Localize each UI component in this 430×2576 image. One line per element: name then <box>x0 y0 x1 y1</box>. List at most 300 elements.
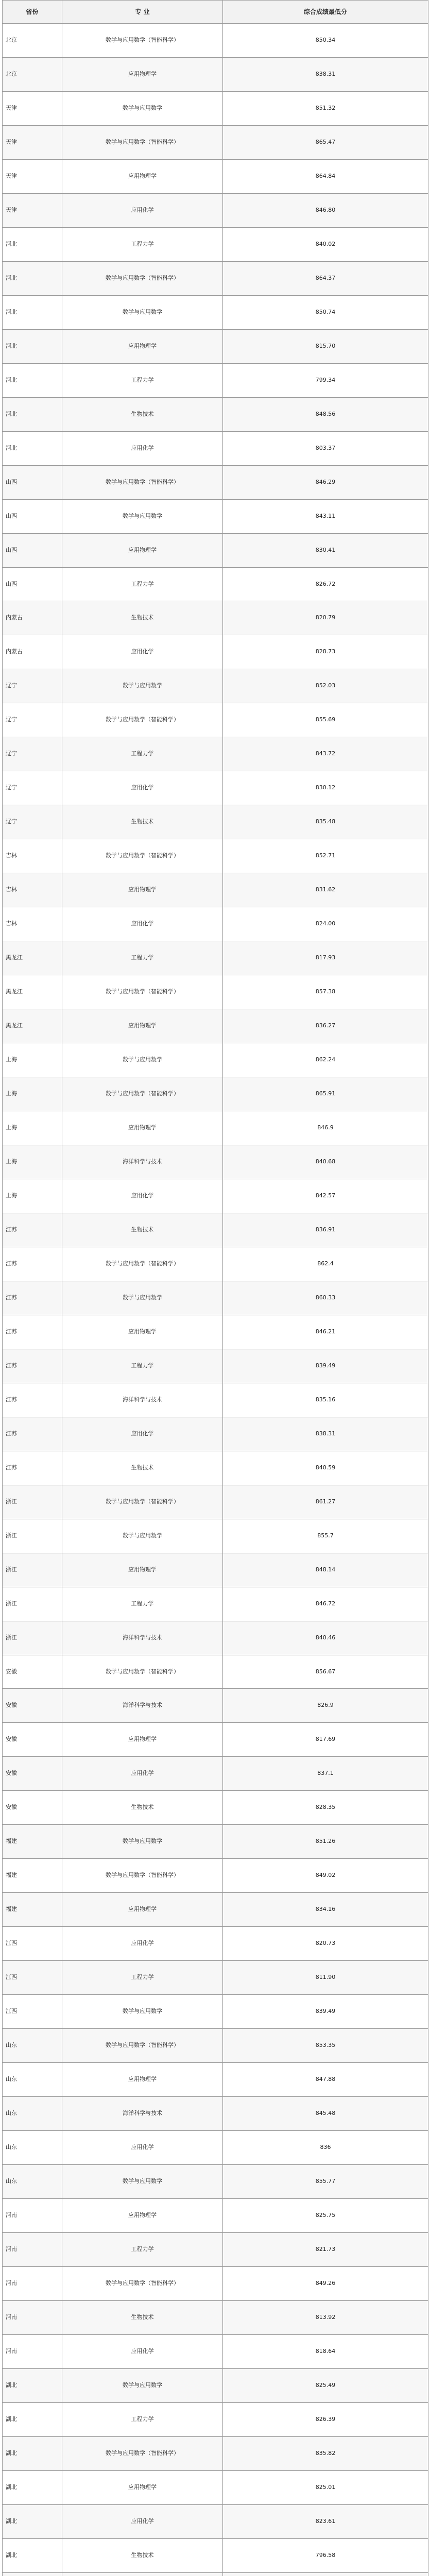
province-cell: 黑龙江 <box>3 1009 62 1043</box>
table-body <box>3 24 428 2576</box>
major-cell: 数学与应用数学（智能科学） <box>62 1077 223 1111</box>
min-score-cell: 836.27 <box>223 1009 428 1043</box>
major-cell: 数学与应用数学（智能科学） <box>62 1655 223 1689</box>
province-cell: 湖北 <box>3 2368 62 2402</box>
table-row <box>3 1485 428 1519</box>
min-score-cell: 836 <box>223 2131 428 2165</box>
min-score-cell: 835.48 <box>223 805 428 839</box>
province-cell: 河北 <box>3 227 62 261</box>
min-score-cell: 820.73 <box>223 1927 428 1961</box>
major-cell <box>62 2572 223 2576</box>
major-cell: 工程力学 <box>62 227 223 261</box>
major-cell: 数学与应用数学（智能科学） <box>62 2266 223 2300</box>
min-score-cell: 852.71 <box>223 839 428 873</box>
min-score-cell: 848.14 <box>223 1553 428 1587</box>
province-cell: 河北 <box>3 363 62 397</box>
min-score-cell: 821.73 <box>223 2232 428 2266</box>
min-score-cell: 861.27 <box>223 1485 428 1519</box>
province-cell: 浙江 <box>3 1621 62 1655</box>
major-cell: 数学与应用数学 <box>62 2165 223 2199</box>
table-row <box>3 2436 428 2470</box>
min-score-cell: 796.58 <box>223 2538 428 2572</box>
province-cell: 河南 <box>3 2300 62 2334</box>
header-major: 专 业 <box>62 1 223 24</box>
table-row <box>3 839 428 873</box>
province-cell: 上海 <box>3 1043 62 1077</box>
province-cell: 山西 <box>3 533 62 567</box>
min-score-cell: 835.82 <box>223 2436 428 2470</box>
major-cell: 工程力学 <box>62 1961 223 1995</box>
province-cell: 辽宁 <box>3 805 62 839</box>
province-cell: 上海 <box>3 1111 62 1145</box>
min-score-cell: 815.70 <box>223 329 428 363</box>
min-score-cell: 849.26 <box>223 2266 428 2300</box>
province-cell: 山西 <box>3 499 62 533</box>
min-score-cell: 851.32 <box>223 91 428 125</box>
major-cell: 数学与应用数学 <box>62 1995 223 2029</box>
province-cell: 上海 <box>3 1179 62 1213</box>
min-score-cell <box>223 2572 428 2576</box>
table-row <box>3 159 428 193</box>
header-province: 省份 <box>3 1 62 24</box>
major-cell: 应用化学 <box>62 907 223 941</box>
min-score-cell: 846.21 <box>223 1315 428 1349</box>
major-cell: 数学与应用数学（智能科学） <box>62 24 223 58</box>
table-row <box>3 193 428 227</box>
province-cell: 河北 <box>3 261 62 295</box>
min-score-cell: 837.1 <box>223 1757 428 1791</box>
province-cell: 湖北 <box>3 2504 62 2538</box>
province-cell: 辽宁 <box>3 669 62 703</box>
table-row <box>3 2334 428 2368</box>
table-row <box>3 24 428 58</box>
major-cell: 应用物理学 <box>62 1723 223 1757</box>
major-cell: 数学与应用数学 <box>62 669 223 703</box>
province-cell: 江苏 <box>3 1213 62 1247</box>
table-row <box>3 1825 428 1859</box>
table-row <box>3 1213 428 1247</box>
major-cell: 生物技术 <box>62 397 223 431</box>
min-score-cell: 846.80 <box>223 193 428 227</box>
major-cell: 应用物理学 <box>62 1111 223 1145</box>
major-cell: 应用物理学 <box>62 57 223 91</box>
major-cell: 生物技术 <box>62 1213 223 1247</box>
province-cell: 福建 <box>3 1893 62 1927</box>
min-score-cell: 811.90 <box>223 1961 428 1995</box>
province-cell: 辽宁 <box>3 737 62 771</box>
province-cell: 上海 <box>3 1145 62 1179</box>
major-cell: 数学与应用数学（智能科学） <box>62 1247 223 1281</box>
major-cell: 数学与应用数学（智能科学） <box>62 839 223 873</box>
province-cell: 河南 <box>3 2266 62 2300</box>
province-cell: 河南 <box>3 2199 62 2233</box>
province-cell: 浙江 <box>3 1519 62 1553</box>
province-cell: 江苏 <box>3 1383 62 1417</box>
table-row <box>3 1689 428 1723</box>
table-row <box>3 2199 428 2233</box>
min-score-cell: 825.01 <box>223 2470 428 2504</box>
province-cell: 湖北 <box>3 2402 62 2436</box>
table-row <box>3 737 428 771</box>
min-score-cell: 865.91 <box>223 1077 428 1111</box>
table-row <box>3 2470 428 2504</box>
min-score-cell: 855.69 <box>223 703 428 737</box>
major-cell: 应用物理学 <box>62 2470 223 2504</box>
province-cell: 山西 <box>3 465 62 499</box>
header-row <box>3 1 428 24</box>
table-row <box>3 567 428 601</box>
table-row <box>3 1451 428 1485</box>
table-row <box>3 1553 428 1587</box>
major-cell: 生物技术 <box>62 805 223 839</box>
min-score-cell: 840.46 <box>223 1621 428 1655</box>
table-row <box>3 1281 428 1315</box>
major-cell: 工程力学 <box>62 941 223 975</box>
major-cell: 数学与应用数学 <box>62 2368 223 2402</box>
table-row <box>3 2165 428 2199</box>
province-cell: 天津 <box>3 159 62 193</box>
table-header <box>3 1 428 24</box>
min-score-cell: 836.91 <box>223 1213 428 1247</box>
table-row <box>3 1927 428 1961</box>
province-cell: 江苏 <box>3 1247 62 1281</box>
province-cell: 河北 <box>3 431 62 465</box>
min-score-cell: 840.59 <box>223 1451 428 1485</box>
major-cell: 工程力学 <box>62 1587 223 1621</box>
table-row <box>3 2063 428 2097</box>
major-cell: 应用化学 <box>62 2334 223 2368</box>
table-row <box>3 57 428 91</box>
province-cell: 江西 <box>3 1995 62 2029</box>
table-row <box>3 771 428 805</box>
table-row <box>3 1723 428 1757</box>
table-row <box>3 1587 428 1621</box>
min-score-cell: 850.34 <box>223 24 428 58</box>
province-cell: 湖北 <box>3 2470 62 2504</box>
major-cell: 数学与应用数学（智能科学） <box>62 1485 223 1519</box>
province-cell: 辽宁 <box>3 771 62 805</box>
table-row <box>3 363 428 397</box>
min-score-cell: 855.7 <box>223 1519 428 1553</box>
major-cell: 数学与应用数学 <box>62 1519 223 1553</box>
province-cell: 江苏 <box>3 1281 62 1315</box>
major-cell: 生物技术 <box>62 2300 223 2334</box>
province-cell: 上海 <box>3 1077 62 1111</box>
major-cell: 应用化学 <box>62 771 223 805</box>
table-row <box>3 499 428 533</box>
major-cell: 数学与应用数学 <box>62 499 223 533</box>
table-row <box>3 329 428 363</box>
major-cell: 应用物理学 <box>62 1315 223 1349</box>
province-cell: 福建 <box>3 1859 62 1893</box>
table-row <box>3 2131 428 2165</box>
min-score-cell: 853.35 <box>223 2029 428 2063</box>
min-score-cell: 843.72 <box>223 737 428 771</box>
table-row <box>3 1417 428 1451</box>
major-cell: 数学与应用数学（智能科学） <box>62 261 223 295</box>
min-score-cell: 845.48 <box>223 2097 428 2131</box>
table-row <box>3 635 428 669</box>
table-row <box>3 1111 428 1145</box>
min-score-cell: 835.16 <box>223 1383 428 1417</box>
major-cell: 工程力学 <box>62 2232 223 2266</box>
min-score-cell: 817.93 <box>223 941 428 975</box>
table-row <box>3 2029 428 2063</box>
province-cell: 江苏 <box>3 1451 62 1485</box>
province-cell: 浙江 <box>3 1553 62 1587</box>
table-row <box>3 1519 428 1553</box>
province-cell: 山东 <box>3 2165 62 2199</box>
major-cell: 数学与应用数学 <box>62 1281 223 1315</box>
major-cell: 数学与应用数学（智能科学） <box>62 1859 223 1893</box>
province-cell: 安徽 <box>3 1757 62 1791</box>
province-cell <box>3 2572 62 2576</box>
min-score-cell: 838.31 <box>223 1417 428 1451</box>
province-cell: 黑龙江 <box>3 941 62 975</box>
major-cell: 数学与应用数学 <box>62 1825 223 1859</box>
province-cell: 河北 <box>3 397 62 431</box>
province-cell: 湖北 <box>3 2538 62 2572</box>
province-cell: 河南 <box>3 2334 62 2368</box>
table-row <box>3 1893 428 1927</box>
major-cell: 海洋科学与技术 <box>62 1145 223 1179</box>
min-score-cell: 864.84 <box>223 159 428 193</box>
table-row <box>3 1009 428 1043</box>
major-cell: 数学与应用数学 <box>62 295 223 329</box>
major-cell: 数学与应用数学（智能科学） <box>62 465 223 499</box>
min-score-cell: 865.47 <box>223 125 428 159</box>
min-score-cell: 843.11 <box>223 499 428 533</box>
min-score-cell: 824.00 <box>223 907 428 941</box>
province-cell: 湖北 <box>3 2436 62 2470</box>
score-table <box>2 0 428 2576</box>
province-cell: 安徽 <box>3 1655 62 1689</box>
major-cell: 应用物理学 <box>62 873 223 907</box>
min-score-cell: 826.39 <box>223 2402 428 2436</box>
province-cell: 江苏 <box>3 1315 62 1349</box>
min-score-cell: 840.02 <box>223 227 428 261</box>
min-score-cell: 839.49 <box>223 1995 428 2029</box>
min-score-cell: 826.72 <box>223 567 428 601</box>
major-cell: 应用物理学 <box>62 329 223 363</box>
major-cell: 海洋科学与技术 <box>62 1689 223 1723</box>
min-score-cell: 856.67 <box>223 1655 428 1689</box>
major-cell: 生物技术 <box>62 1791 223 1825</box>
major-cell: 工程力学 <box>62 567 223 601</box>
province-cell: 山东 <box>3 2097 62 2131</box>
min-score-cell: 862.24 <box>223 1043 428 1077</box>
table-row <box>3 2300 428 2334</box>
major-cell: 海洋科学与技术 <box>62 1621 223 1655</box>
province-cell: 福建 <box>3 1825 62 1859</box>
table-row <box>3 1077 428 1111</box>
table-row <box>3 1383 428 1417</box>
province-cell: 天津 <box>3 91 62 125</box>
province-cell: 黑龙江 <box>3 975 62 1009</box>
table-row <box>3 431 428 465</box>
min-score-cell: 828.73 <box>223 635 428 669</box>
table-row <box>3 1655 428 1689</box>
province-cell: 山东 <box>3 2029 62 2063</box>
min-score-cell: 803.37 <box>223 431 428 465</box>
major-cell: 数学与应用数学（智能科学） <box>62 125 223 159</box>
table-row <box>3 805 428 839</box>
min-score-cell: 849.02 <box>223 1859 428 1893</box>
header-min-score: 综合成绩最低分 <box>223 1 428 24</box>
table-row <box>3 1315 428 1349</box>
min-score-cell: 823.61 <box>223 2504 428 2538</box>
table-row <box>3 975 428 1009</box>
major-cell: 应用物理学 <box>62 1553 223 1587</box>
min-score-cell: 831.62 <box>223 873 428 907</box>
table-row <box>3 1145 428 1179</box>
table-row <box>3 295 428 329</box>
table-row <box>3 465 428 499</box>
major-cell: 应用物理学 <box>62 2063 223 2097</box>
table-row <box>3 1179 428 1213</box>
province-cell: 安徽 <box>3 1723 62 1757</box>
min-score-cell: 813.92 <box>223 2300 428 2334</box>
table-row <box>3 2504 428 2538</box>
min-score-cell: 857.38 <box>223 975 428 1009</box>
table-row <box>3 533 428 567</box>
min-score-cell: 842.57 <box>223 1179 428 1213</box>
table-row <box>3 2402 428 2436</box>
major-cell: 应用化学 <box>62 2131 223 2165</box>
min-score-cell: 830.12 <box>223 771 428 805</box>
province-cell: 安徽 <box>3 1791 62 1825</box>
min-score-cell: 838.31 <box>223 57 428 91</box>
major-cell: 生物技术 <box>62 601 223 635</box>
province-cell: 天津 <box>3 193 62 227</box>
min-score-cell: 817.69 <box>223 1723 428 1757</box>
table-row <box>3 1961 428 1995</box>
min-score-cell: 864.37 <box>223 261 428 295</box>
table-row <box>3 669 428 703</box>
major-cell: 工程力学 <box>62 2402 223 2436</box>
table-row <box>3 1791 428 1825</box>
major-cell: 应用化学 <box>62 193 223 227</box>
table-row <box>3 907 428 941</box>
table-row <box>3 1995 428 2029</box>
min-score-cell: 820.79 <box>223 601 428 635</box>
table-row <box>3 703 428 737</box>
province-cell: 北京 <box>3 24 62 58</box>
major-cell: 应用物理学 <box>62 1893 223 1927</box>
min-score-cell: 830.41 <box>223 533 428 567</box>
min-score-cell: 846.72 <box>223 1587 428 1621</box>
table-row <box>3 2538 428 2572</box>
province-cell: 江西 <box>3 1927 62 1961</box>
table-row <box>3 125 428 159</box>
table-row <box>3 261 428 295</box>
province-cell: 内蒙古 <box>3 601 62 635</box>
min-score-cell: 825.75 <box>223 2199 428 2233</box>
province-cell: 河南 <box>3 2232 62 2266</box>
province-cell: 安徽 <box>3 1689 62 1723</box>
province-cell: 江苏 <box>3 1349 62 1383</box>
major-cell: 工程力学 <box>62 363 223 397</box>
min-score-cell: 851.26 <box>223 1825 428 1859</box>
province-cell: 江苏 <box>3 1417 62 1451</box>
major-cell: 生物技术 <box>62 2538 223 2572</box>
table-row <box>3 397 428 431</box>
province-cell: 内蒙古 <box>3 635 62 669</box>
major-cell: 应用物理学 <box>62 2199 223 2233</box>
table-row <box>3 2232 428 2266</box>
province-cell: 山东 <box>3 2063 62 2097</box>
major-cell: 数学与应用数学（智能科学） <box>62 2029 223 2063</box>
major-cell: 应用化学 <box>62 1179 223 1213</box>
min-score-cell: 834.16 <box>223 1893 428 1927</box>
min-score-cell: 826.9 <box>223 1689 428 1723</box>
table-row <box>3 1247 428 1281</box>
table-row <box>3 227 428 261</box>
major-cell: 工程力学 <box>62 1349 223 1383</box>
major-cell: 应用化学 <box>62 635 223 669</box>
min-score-cell: 850.74 <box>223 295 428 329</box>
table-row <box>3 1621 428 1655</box>
table-row <box>3 873 428 907</box>
province-cell: 吉林 <box>3 907 62 941</box>
major-cell: 应用化学 <box>62 1757 223 1791</box>
major-cell: 海洋科学与技术 <box>62 2097 223 2131</box>
major-cell: 应用化学 <box>62 431 223 465</box>
table-row <box>3 1859 428 1893</box>
min-score-cell: 825.49 <box>223 2368 428 2402</box>
province-cell: 山东 <box>3 2131 62 2165</box>
major-cell: 应用物理学 <box>62 1009 223 1043</box>
table-row <box>3 2097 428 2131</box>
province-cell: 河北 <box>3 329 62 363</box>
min-score-cell: 860.33 <box>223 1281 428 1315</box>
table-row <box>3 1757 428 1791</box>
province-cell: 辽宁 <box>3 703 62 737</box>
major-cell: 应用物理学 <box>62 159 223 193</box>
major-cell: 生物技术 <box>62 1451 223 1485</box>
major-cell: 海洋科学与技术 <box>62 1383 223 1417</box>
table-row <box>3 1349 428 1383</box>
min-score-cell: 818.64 <box>223 2334 428 2368</box>
province-cell: 北京 <box>3 57 62 91</box>
min-score-cell: 846.9 <box>223 1111 428 1145</box>
min-score-cell: 828.35 <box>223 1791 428 1825</box>
major-cell: 数学与应用数学（智能科学） <box>62 975 223 1009</box>
province-cell: 吉林 <box>3 839 62 873</box>
major-cell: 应用化学 <box>62 2504 223 2538</box>
min-score-cell: 848.56 <box>223 397 428 431</box>
min-score-cell: 840.68 <box>223 1145 428 1179</box>
min-score-cell: 846.29 <box>223 465 428 499</box>
major-cell: 数学与应用数学 <box>62 1043 223 1077</box>
major-cell: 数学与应用数学（智能科学） <box>62 2436 223 2470</box>
min-score-cell: 862.4 <box>223 1247 428 1281</box>
major-cell: 应用化学 <box>62 1417 223 1451</box>
min-score-cell: 852.03 <box>223 669 428 703</box>
table-row <box>3 2572 428 2576</box>
major-cell: 应用物理学 <box>62 533 223 567</box>
major-cell: 工程力学 <box>62 737 223 771</box>
table-row <box>3 2368 428 2402</box>
province-cell: 山西 <box>3 567 62 601</box>
min-score-cell: 855.77 <box>223 2165 428 2199</box>
province-cell: 河北 <box>3 295 62 329</box>
major-cell: 数学与应用数学 <box>62 91 223 125</box>
table-row <box>3 601 428 635</box>
min-score-cell: 799.34 <box>223 363 428 397</box>
table-row <box>3 1043 428 1077</box>
min-score-cell: 839.49 <box>223 1349 428 1383</box>
